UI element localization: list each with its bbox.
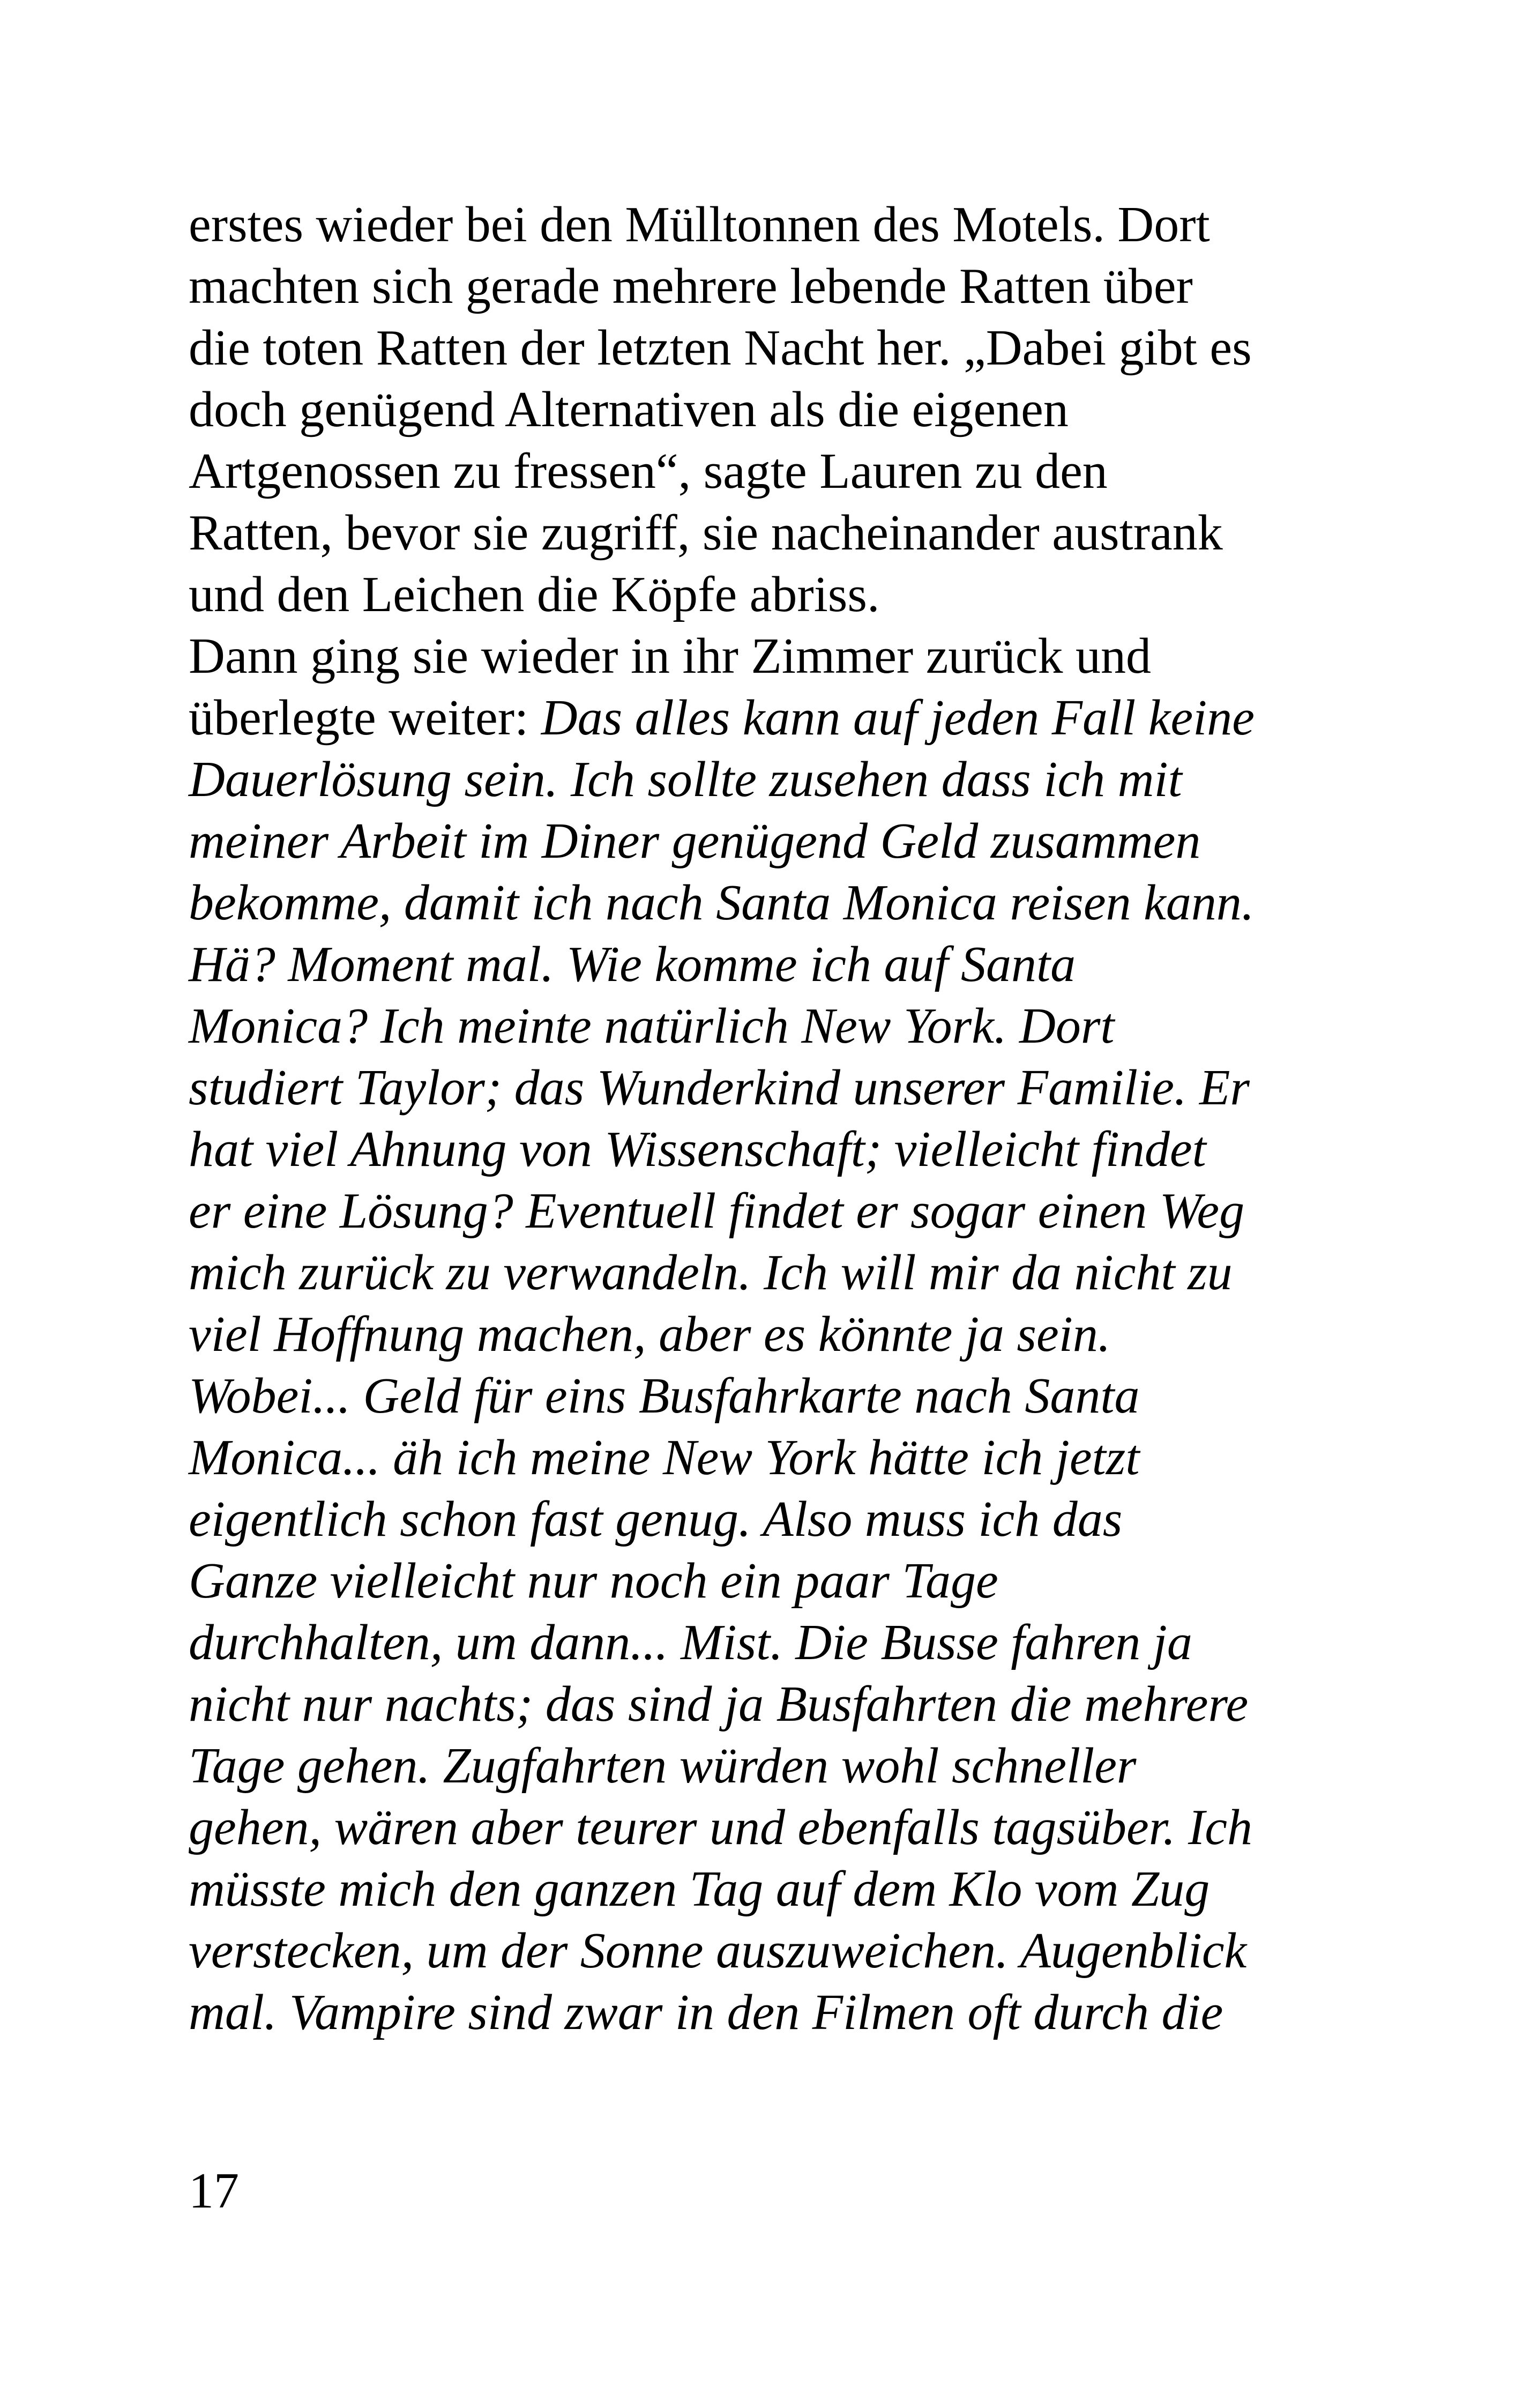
text-line-italic: Monica? Ich meinte natürlich New York. Dort: [189, 998, 1115, 1054]
text-line-italic: Monica... äh ich meine New York hätte ich jetzt: [189, 1430, 1140, 1485]
text-line-italic: studiert Taylor; das Wunderkind unserer Familie. Er: [189, 1060, 1250, 1116]
text-line-italic: Das alles kann auf jeden Fall keine: [541, 690, 1255, 746]
text-line-italic: Ganze vielleicht nur noch ein paar Tage: [189, 1553, 998, 1609]
text-line: [189, 687, 1368, 749]
text-line: [189, 626, 1368, 687]
text-line-roman: doch genügend Alternativen als die eigenen: [189, 382, 1069, 437]
text-line-roman: machten sich gerade mehrere lebende Ratten über: [189, 258, 1193, 314]
text-line-roman: Artgenossen zu fressen“, sagte Lauren zu den: [189, 443, 1108, 499]
text-line: [189, 1859, 1368, 1920]
text-line: [189, 1612, 1368, 1674]
text-line: [189, 1180, 1368, 1242]
text-line-italic: bekomme, damit ich nach Santa Monica reisen kann.: [189, 875, 1255, 931]
text-line: [189, 934, 1368, 995]
text-line: [189, 1674, 1368, 1735]
text-line-italic: er eine Lösung? Eventuell findet er sogar einen Weg: [189, 1183, 1245, 1239]
text-line-italic: Dauerlösung sein. Ich sollte zusehen dass ich mit: [189, 752, 1182, 807]
page-number: 17: [189, 2163, 239, 2219]
text-line-roman: Ratten, bevor sie zugriff, sie nacheinander austrank: [189, 505, 1223, 561]
text-line: [189, 441, 1368, 502]
text-line: [189, 1982, 1368, 2043]
text-line-italic: mich zurück zu verwandeln. Ich will mir da nicht zu: [189, 1245, 1233, 1300]
text-line: [189, 1119, 1368, 1180]
text-line: [189, 1797, 1368, 1859]
text-line: [189, 379, 1368, 441]
text-line: [189, 1427, 1368, 1489]
text-line: [189, 502, 1368, 564]
text-line-roman: überlegte weiter:: [189, 690, 541, 746]
text-line-italic: hat viel Ahnung von Wissenschaft; vielleicht findet: [189, 1121, 1206, 1177]
text-line-italic: eigentlich schon fast genug. Also muss ich das: [189, 1491, 1123, 1547]
text-line-italic: nicht nur nachts; das sind ja Busfahrten die mehrere: [189, 1676, 1249, 1732]
text-line-italic: gehen, wären aber teurer und ebenfalls tagsüber. Ich: [189, 1800, 1252, 1855]
text-line: [189, 1365, 1368, 1427]
text-line: [189, 1057, 1368, 1119]
text-line-italic: durchhalten, um dann... Mist. Die Busse fahren ja: [189, 1615, 1192, 1670]
text-line: [189, 811, 1368, 872]
text-line: [189, 194, 1368, 256]
text-line: [189, 872, 1368, 934]
text-line: [189, 995, 1368, 1057]
text-line-roman: und den Leichen die Köpfe abriss.: [189, 567, 880, 622]
text-line-italic: Hä? Moment mal. Wie komme ich auf Santa: [189, 937, 1076, 992]
text-line: [189, 317, 1368, 379]
text-line-italic: müsste mich den ganzen Tag auf dem Klo vom Zug: [189, 1861, 1210, 1917]
text-line-roman: die toten Ratten der letzten Nacht her. „Dabei gibt es: [189, 320, 1252, 376]
text-line-italic: mal. Vampire sind zwar in den Filmen oft durch die: [189, 1985, 1223, 2040]
text-line: [189, 1304, 1368, 1365]
text-line: [189, 1489, 1368, 1550]
text-line-italic: verstecken, um der Sonne auszuweichen. Augenblick: [189, 1923, 1247, 1979]
text-line: [189, 1242, 1368, 1304]
text-line-italic: Tage gehen. Zugfahrten würden wohl schneller: [189, 1738, 1137, 1794]
text-line: [189, 564, 1368, 626]
text-line-italic: viel Hoffnung machen, aber es könnte ja sein.: [189, 1306, 1111, 1362]
text-line-roman: Dann ging sie wieder in ihr Zimmer zurück und: [189, 628, 1151, 684]
text-line-italic: meiner Arbeit im Diner genügend Geld zusammen: [189, 813, 1201, 869]
text-line: [189, 749, 1368, 811]
text-line: [189, 1550, 1368, 1612]
text-line: [189, 1735, 1368, 1797]
page-body-text: [189, 194, 1368, 2043]
text-line-roman: erstes wieder bei den Mülltonnen des Motels. Dort: [189, 197, 1210, 252]
text-line: [189, 1920, 1368, 1982]
text-line: [189, 256, 1368, 317]
text-line-italic: Wobei... Geld für eins Busfahrkarte nach Santa: [189, 1368, 1140, 1424]
